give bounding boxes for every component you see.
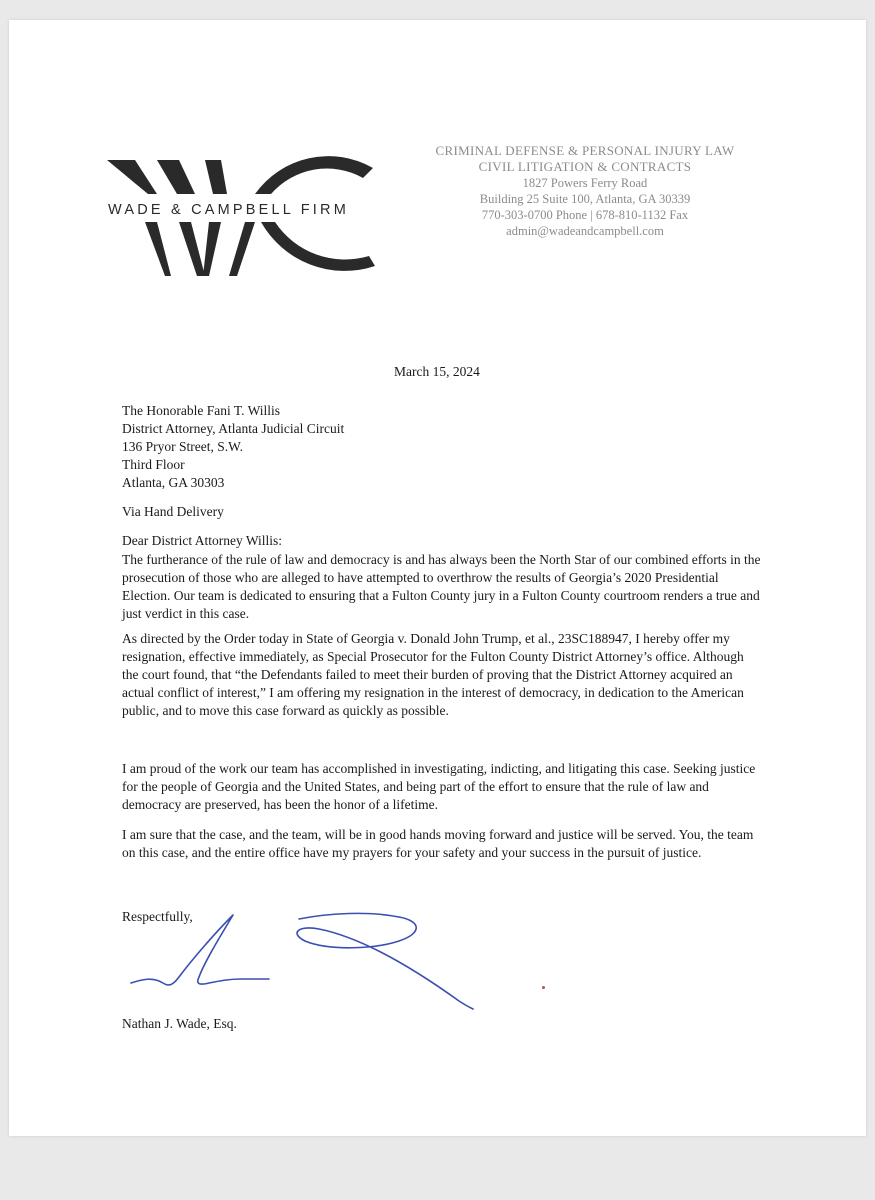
paragraph-4: I am sure that the case, and the team, will be in good hands moving forward and justice will be served. You, the team on this case, and the entire office have my prayers for your safety and your success in the pursuit of justice. xyxy=(122,827,754,860)
ink-mark xyxy=(542,986,545,989)
salutation: Dear District Attorney Willis: xyxy=(122,533,283,548)
firm-name-text: WADE & CAMPBELL FIRM xyxy=(108,202,349,218)
recipient-city: Atlanta, GA 30303 xyxy=(122,475,225,490)
closing: Respectfully, xyxy=(122,909,193,924)
recipient-street: 136 Pryor Street, S.W. xyxy=(122,439,243,454)
paragraph-1: The furtherance of the rule of law and democracy is and has always been the North Star of our combined efforts in the prosecution of those who are alleged to have attempted to overthrow the results of Georgia’s 2020 Presidential Election. Our team is dedicated to ensuring that a Fulton County jury in a Fulton County courtroom renders a true and just verdict in this case. xyxy=(122,552,761,621)
email-address: admin@wadeandcampbell.com xyxy=(506,224,664,238)
delivery-method: Via Hand Delivery xyxy=(122,504,224,519)
firm-logo xyxy=(105,128,405,288)
recipient-floor: Third Floor xyxy=(122,457,185,472)
letterhead-contact xyxy=(389,143,781,239)
suite-city: Building 25 Suite 100, Atlanta, GA 30339 xyxy=(479,192,691,206)
signature xyxy=(129,905,489,1020)
recipient-name: The Honorable Fani T. Willis xyxy=(122,403,281,418)
paragraph-2: As directed by the Order today in State of Georgia v. Donald John Trump, et al., 23SC188947, I hereby offer my resignation, effective immediately, as Special Prosecutor for the Fulton County District Attorney’s office. Although the court found, that “the Defendants failed to meet their burden of proving that the District Attorney acquired an actual conflict of interest,” I am offering my resignation in the interest of democracy, in dedication to the American public, and to move this case forward as quickly as possible. xyxy=(122,631,744,718)
street-address: 1827 Powers Ferry Road xyxy=(522,176,648,190)
practice-line-2: CIVIL LITIGATION & CONTRACTS xyxy=(478,159,692,174)
letter-date: March 15, 2024 xyxy=(394,364,480,379)
signer-name: Nathan J. Wade, Esq. xyxy=(122,1016,237,1031)
recipient-title: District Attorney, Atlanta Judicial Circuit xyxy=(122,421,345,436)
phone-fax: 770-303-0700 Phone | 678-810-1132 Fax xyxy=(481,208,689,222)
paragraph-3: I am proud of the work our team has accomplished in investigating, indicting, and litigating this case. Seeking justice for the people of Georgia and the United States, and being part of the effort to ensure that the rule of law and democracy are preserved, has been the honor of a lifetime. xyxy=(122,761,756,812)
recipient-address xyxy=(122,402,344,492)
practice-line-1: CRIMINAL DEFENSE & PERSONAL INJURY LAW xyxy=(435,143,735,158)
letter-page xyxy=(9,20,866,1136)
